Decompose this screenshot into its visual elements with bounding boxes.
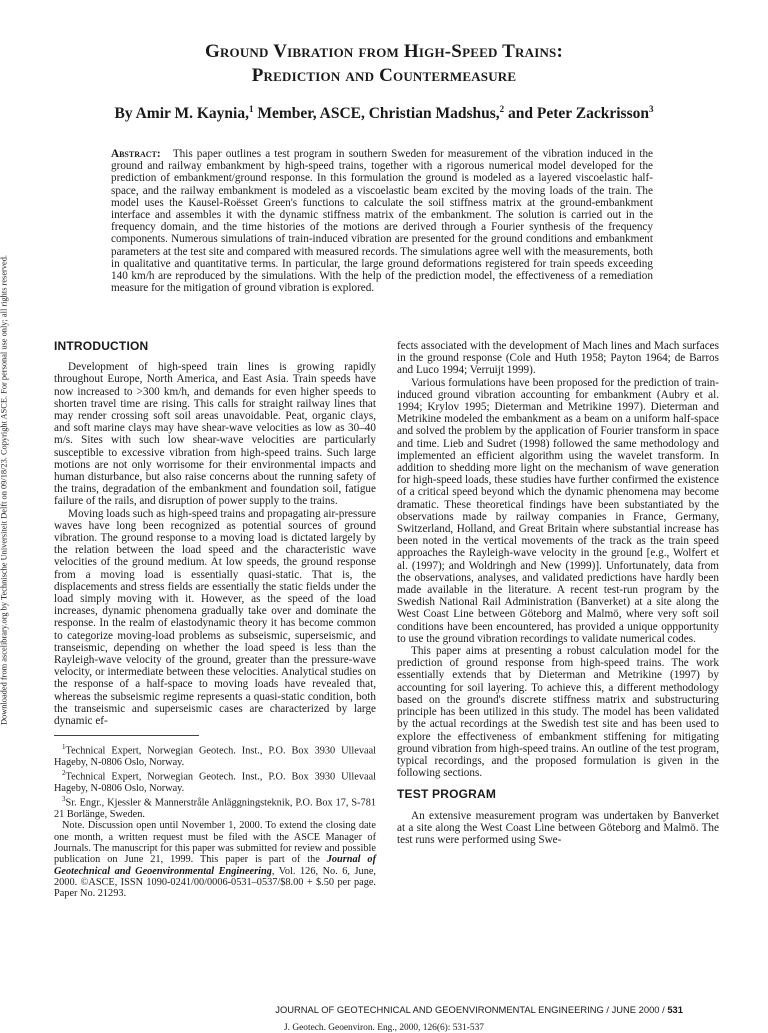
footnote-3-text: Sr. Engr., Kjessler & Mannerstråle Anläggningsteknik, P.O. Box 17, S-781 21 Borlänge, Sweden. <box>54 797 376 821</box>
section-heading-test-program: TEST PROGRAM <box>397 787 497 802</box>
author-1-sup: 1 <box>248 104 254 114</box>
download-watermark-text: Downloaded from ascelibrary.org by Technische Universiteit Delft on 09/18/23. Copyright ASCE. For personal use only; all rights reserved. <box>0 254 9 726</box>
footnote-1-sup: 1 <box>62 743 66 752</box>
note-journal-name: Journal of Geotechnical and Geoenvironmental Engineering <box>54 854 377 877</box>
test-program-paragraph: An extensive measurement program was undertaken by Banverket at a site along the West Coast Line between Göteborg and Malmö. The test runs were performed using Swe- <box>397 809 719 846</box>
footnotes <box>54 742 376 899</box>
citation-line: J. Geotech. Geoenviron. Eng., 2000, 126(6): 531-537 <box>284 1023 484 1033</box>
running-footer <box>275 1004 683 1015</box>
author-1: By Amir M. Kaynia, <box>114 105 249 123</box>
page-number: 531 <box>667 1004 683 1015</box>
discussion-note <box>54 820 376 899</box>
footnote-1-text: Technical Expert, Norwegian Geotech. Inst., P.O. Box 3930 Ullevaal Hageby, N-0806 Oslo, Norway. <box>54 745 376 769</box>
section-heading-introduction: INTRODUCTION <box>54 339 149 353</box>
footnote-1 <box>54 742 376 768</box>
right-column <box>397 340 719 846</box>
abstract-text: This paper outlines a test program in southern Sweden for measurement of the vibration induced in the ground and railway embankment by high-speed trains, together with a rigorous numerical model developed for the prediction of embankment/ground response. In this formulation the ground is modeled as a layered viscoelastic half-space, and the railway embankment is modeled as a viscoelastic beam excited by the moving loads of the train. The model uses the Kausel-Roësset Green's functions to calculate the soil stiffness matrix at the ground-embankment interface and assembles it with the dynamic stiffness matrix of the embankment. The solution is carried out in the frequency domain, and the time histories of the motions are derived through a Fourier synthesis of the frequency components. Numerous simulations of train-induced vibration are presented for the ground conditions and embankment parameters at the test site and compared with measured records. The simulations agree well with the measurements, both in qualitative and quantitative terms. In particular, the large ground deformations registered for train speeds exceeding 140 km/h are reproduced by the simulations. With the help of the prediction model, the effectiveness of a remediation measure for the mitigation of ground vibration is explored. <box>111 148 654 295</box>
author-3: and Peter Zackrisson <box>504 105 649 123</box>
intro-paragraph-1: Development of high-speed train lines is growing rapidly throughout Europe, North America, and East Asia. Train speeds have now increased to >300 km/h, and demands for even higher speeds to shorten travel time are rising. This calls for straight railway lines that may render crossing soft soil areas unavoidable. Peat, organic clays, and soft marine clays may have shear-wave velocities as low as 30–40 m/s. Sites with such low shear-wave velocities are particularly susceptible to excessive vibration from high-speed trains. Such large motions are not only worrisome for their environmental impacts and human disturbance, but also raise concerns about the running safety of the trains, degradation of the embankment and foundation soil, fatigue failure of the rails, and disruption of power supply to the trains. <box>54 361 376 508</box>
right-paragraph-1: fects associated with the development of Mach lines and Mach surfaces in the ground response (Cole and Huth 1958; Payton 1964; de Barros and Luco 1994; Verruijt 1999). <box>397 340 719 377</box>
author-2-sup: 2 <box>499 104 505 114</box>
author-2: Member, ASCE, Christian Madshus, <box>253 105 500 123</box>
footnote-2-sup: 2 <box>62 769 66 778</box>
footnote-2 <box>54 768 376 794</box>
footnote-3-sup: 3 <box>62 795 66 804</box>
paper-title <box>0 40 768 88</box>
author-line <box>0 104 768 123</box>
abstract <box>111 148 653 294</box>
running-footer-journal: JOURNAL OF GEOTECHNICAL AND GEOENVIRONMENTAL ENGINEERING / JUNE 2000 / <box>275 1004 668 1015</box>
left-column <box>54 340 376 899</box>
abstract-label: Abstract: <box>111 148 161 160</box>
footnote-3 <box>54 794 376 820</box>
paper-title-line2: Prediction and Countermeasure <box>251 65 517 86</box>
footnote-rule <box>54 735 199 736</box>
download-watermark <box>0 210 14 770</box>
author-3-sup: 3 <box>648 104 654 114</box>
paper-title-line1: Ground Vibration from High-Speed Trains: <box>204 41 564 62</box>
intro-paragraph-2: Moving loads such as high-speed trains and propagating air-pressure waves have long been recognized as potential sources of ground vibration. The ground response to a moving load is dictated largely by the relation between the load speed and the characteristic wave velocities of the ground medium. At low speeds, the ground response from a moving load is essentially quasi-static. That is, the displacements and stress fields are essentially the static fields under the load simply moving with it. However, as the speed of the load increases, dynamic phenomena gradually take over and dominate the response. In the realm of elastodynamic theory it has become common to categorize moving-load problems as subseismic, superseismic, and transeismic, depending on whether the load speed is less than the Rayleigh-wave velocity of the ground, greater than the pressure-wave velocity, or intermediate between these velocities. Analytical studies on the response of a half-space to moving loads have revealed that, whereas the subseismic regime represents a quasi-static condition, both the transeismic and superseismic cases are characterized by large dynamic ef- <box>54 507 376 728</box>
footnote-2-text: Technical Expert, Norwegian Geotech. Inst., P.O. Box 3930 Ullevaal Hageby, N-0806 Oslo, Norway. <box>54 771 376 795</box>
note-text-before: Note. Discussion open until November 1, 2000. To extend the closing date one month, a written request must be filed with the ASCE Manager of Journals. The manuscript for this paper was submitted for review and possible publication on June 21, 1999. This paper is part of the <box>54 820 376 866</box>
right-paragraph-2: Various formulations have been proposed for the prediction of train-induced ground vibration accounting for embankment (Aubry et al. 1994; Krylov 1995; Dieterman and Metrikine 1997). Dieterman and Metrikine modeled the embankment as a beam on a uniform half-space and solved the problem by the application of Fourier transform in space and time. Lieb and Sudret (1998) followed the same methodology and implemented an efficient algorithm using the wavelet transform. In addition to shedding more light on the mechanism of wave generation for high-speed loads, these studies have further confirmed the existence of a critical speed beyond which the dynamic phenomena may become dramatic. These theoretical findings have been substantiated by the observations made by railway companies in France, Germany, Switzerland, Holland, and Great Britain where substantial increase has been noted in the vertical movements of the track as the train speed approaches the Rayleigh-wave velocity in the ground [e.g., Wolfert et al. (1997); and Woldringh and New (1999)]. Unfortunately, data from the observations, analyses, and validated predictions have hardly been made available in the literature. A recent test-run program by the Swedish National Rail Administration (Banverket) at a site along the West Coast Line between Göteborg and Malmö, where very soft soil conditions have been encountered, has provided a unique oppportunity to use the ground vibration recordings to validate numerical codes. <box>397 376 719 645</box>
note-text-after: , Vol. 126, No. 6, June, 2000. ©ASCE, ISSN 1090-0241/00/0006-0531–0537/$8.00 + $.50 per page. Paper No. 21293. <box>54 865 376 900</box>
right-paragraph-3: This paper aims at presenting a robust calculation model for the prediction of ground response from high-speed trains. The work essentially extends that by Dieterman and Metrikine (1997) by accounting for soil layering. To achieve this, a different methodology based on the ground's discrete stiffness matrix and substructuring principle has been utilized in this study. The model has been validated by the actual recordings at the Swedish test site and has been used to explore the effectiveness of embankment stiffening for mitigating ground vibration from high-speed trains. An outline of the test program, typical recordings, and the proposed formulation is given in the following sections. <box>397 645 719 780</box>
